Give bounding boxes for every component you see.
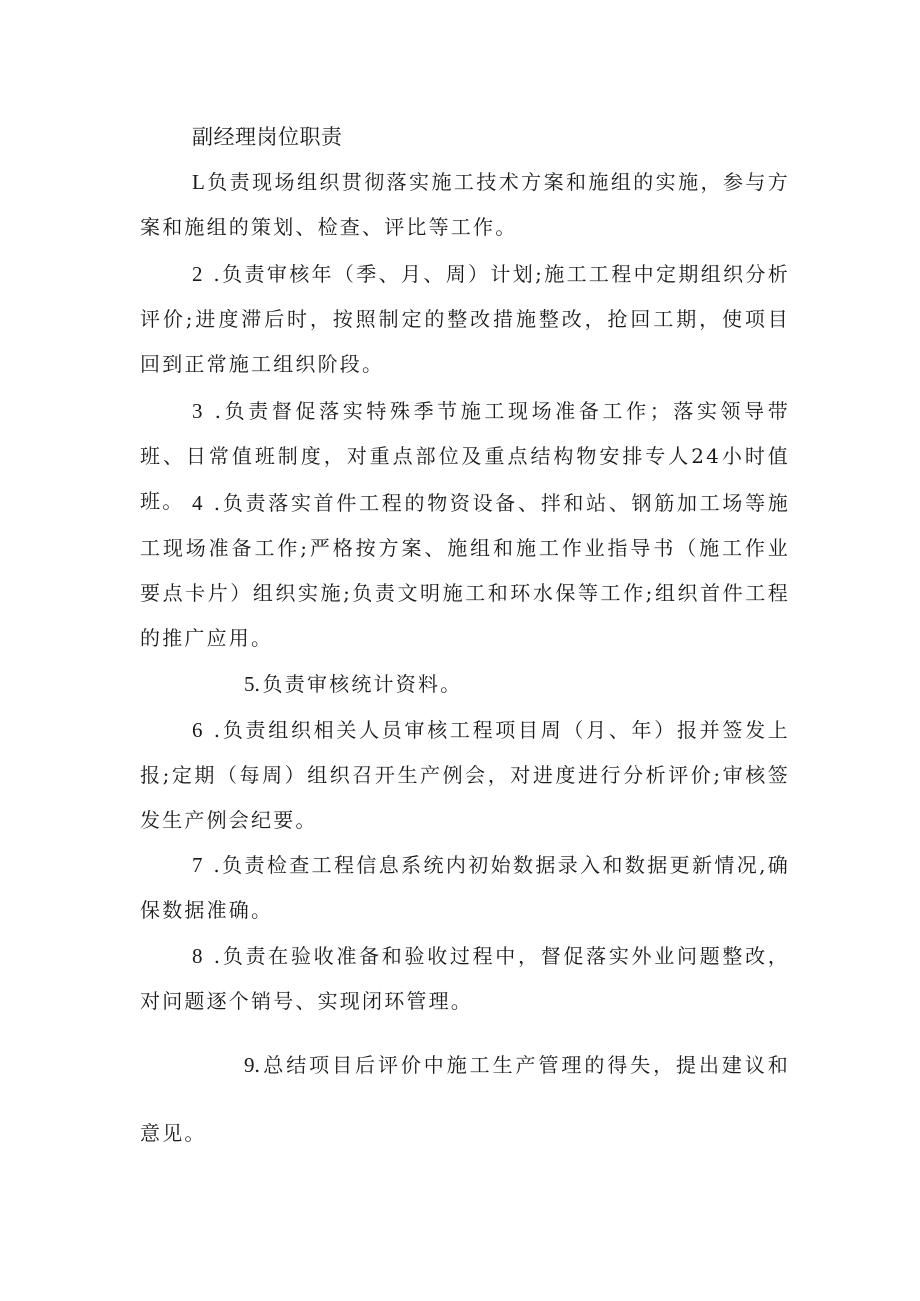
item-number: 8	[192, 944, 205, 968]
item-text: .负责审核年（季、月、周）计划;施工工程中定期组织分析评价;进度滞后时，按照制定的整改措施整改，抢回工期，使项目回到正常施工组织阶段。	[140, 262, 790, 376]
item-text: .负责在验收准备和验收过程中，督促落实外业问题整改，对问题逐个销号、实现闭环管理。	[140, 944, 790, 1013]
item-text: .负责落实首件工程的物资设备、拌和站、钢筋加工场等施工现场准备工作;严格按方案、施组和施工作业指导书（施工作业要点卡片）组织实施;负责文明施工和环水保等工作;组织首件工程的推广应用。	[140, 491, 790, 650]
document-title: 副经理岗位职责	[192, 125, 343, 149]
duty-item-6	[140, 708, 790, 843]
duty-item-2	[140, 252, 790, 387]
duty-item-9	[140, 1031, 790, 1167]
duty-item-8	[140, 934, 790, 1024]
item-text: .负责审核统计资料。	[254, 672, 463, 696]
duty-item-4	[140, 481, 790, 661]
item-text: .负责组织相关人员审核工程项目周（月、年）报并签发上报;定期（每周）组织召开生产例会，对进度进行分析评价;审核签发生产例会纪要。	[140, 718, 790, 832]
item-text: .总结项目后评价中施工生产管理的得失，提出建议和意见。	[140, 1053, 790, 1145]
item-number: 7	[192, 853, 205, 877]
item-number: 9	[244, 1053, 257, 1077]
item-number: 3	[192, 399, 205, 423]
item-number: 4	[192, 491, 205, 515]
item-number: 2	[192, 262, 205, 286]
duty-item-1	[140, 160, 790, 250]
item-text: 负责现场组织贯彻落实施工技术方案和施组的实施，参与方案和施组的策划、检查、评比等工作。	[140, 170, 790, 239]
item-number: L	[192, 170, 208, 194]
duty-item-7	[140, 843, 790, 933]
duty-item-5	[140, 662, 790, 707]
item-number: 5	[244, 672, 257, 696]
item-text: .负责督促落实特殊季节施工现场准备工作；落实领导带班、日常值班制度，对重点部位及重点结构物安排专人24小时值班。	[140, 399, 790, 513]
item-number: 6	[192, 718, 205, 742]
item-text: .负责检查工程信息系统内初始数据录入和数据更新情况,确保数据准确。	[140, 853, 790, 922]
